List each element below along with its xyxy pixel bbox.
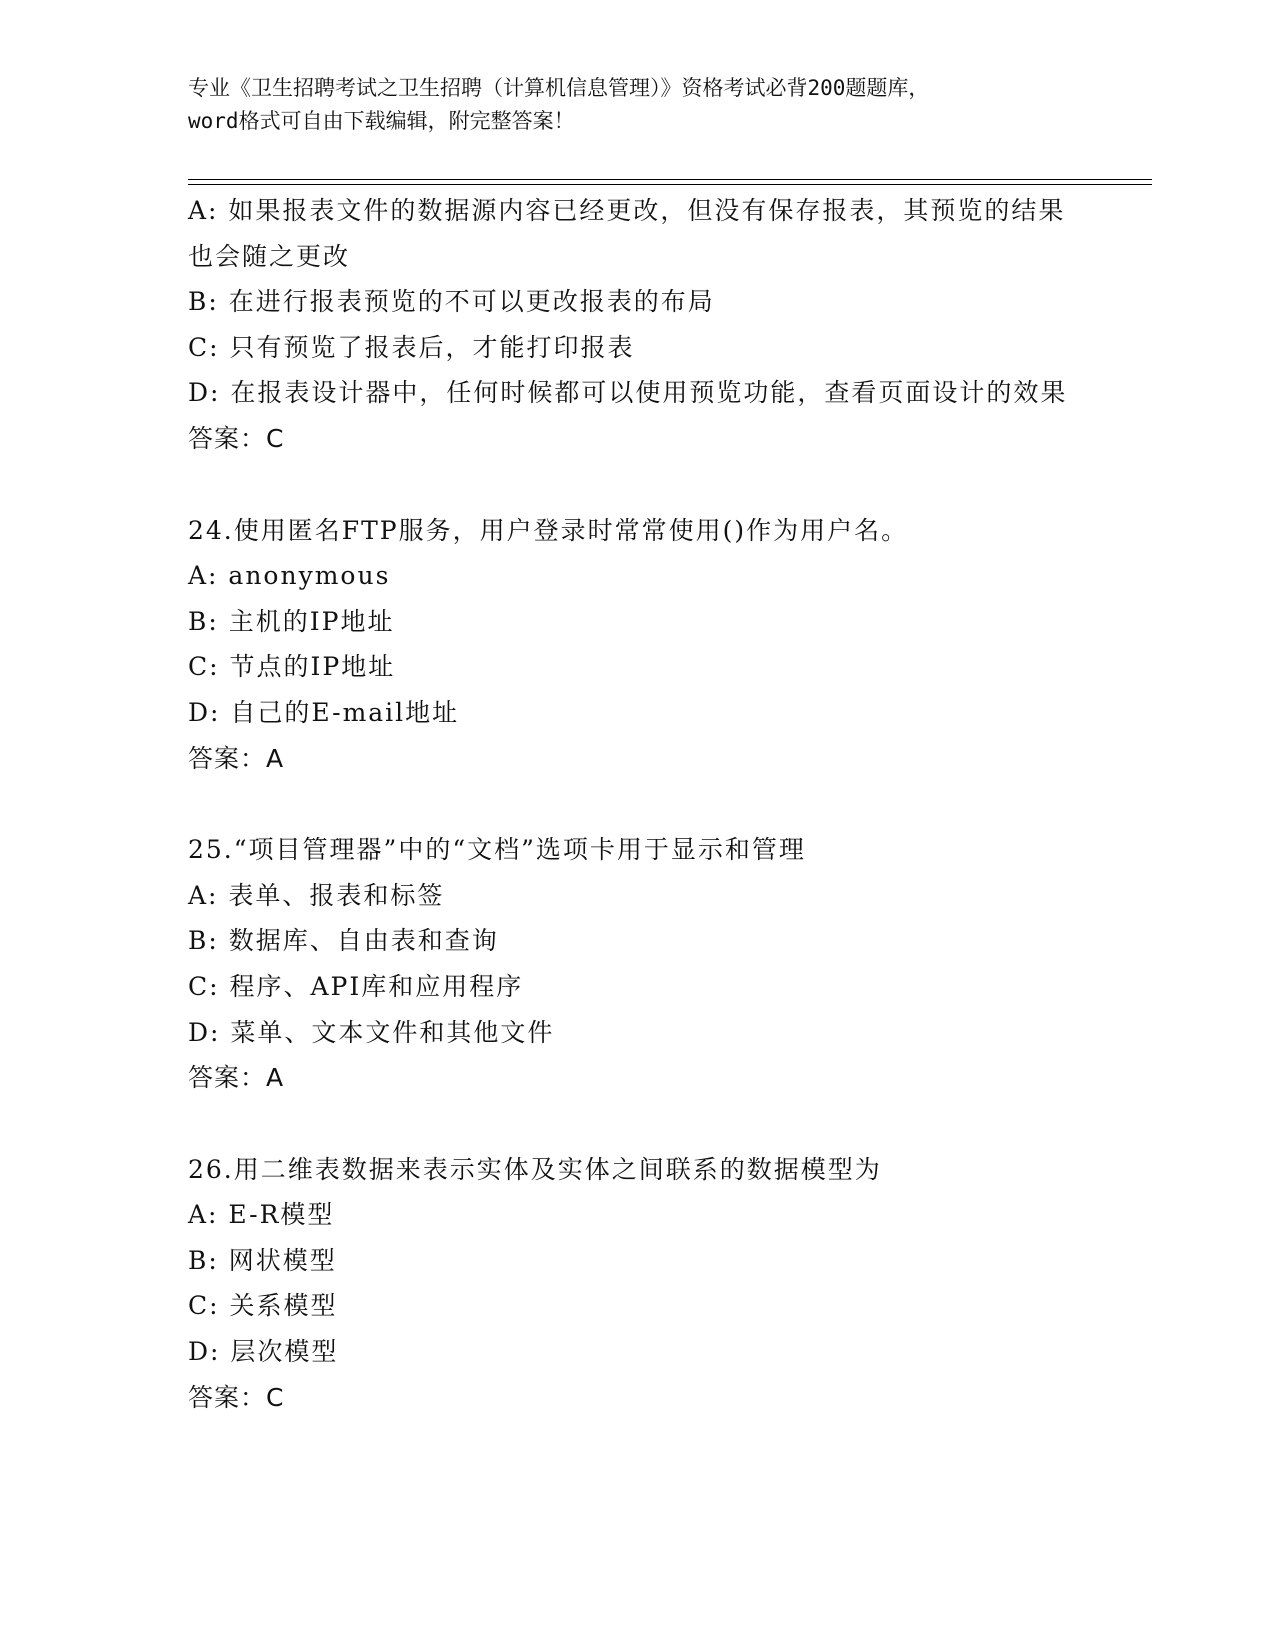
option-d: D: 菜单、文本文件和其他文件 — [188, 1017, 555, 1047]
option-d: D: 在报表设计器中，任何时候都可以使用预览功能，查看页面设计的效果 — [188, 378, 1068, 408]
option-b: B: 数据库、自由表和查询 — [188, 926, 499, 956]
option-c: C: 程序、API库和应用程序 — [188, 971, 524, 1001]
option-c: C: 只有预览了报表后，才能打印报表 — [188, 332, 635, 362]
option-b: B: 网状模型 — [188, 1245, 337, 1275]
option-d: D: 自己的E-mail地址 — [188, 697, 460, 727]
answer: 答案：A — [188, 1063, 285, 1093]
header-line-2: word格式可自由下载编辑，附完整答案！ — [188, 109, 575, 133]
header-line-1: 专业《卫生招聘考试之卫生招聘（计算机信息管理）》资格考试必背200题题库， — [188, 76, 930, 100]
spacer — [188, 781, 1088, 827]
answer: 答案：C — [188, 1382, 285, 1412]
header-divider-bottom — [188, 184, 1152, 185]
question-23-continued — [188, 188, 1088, 462]
option-a: A: 如果报表文件的数据源内容已经更改，但没有保存报表，其预览的结果也会随之更改 — [188, 196, 1066, 271]
question-stem: 26.用二维表数据来表示实体及实体之间联系的数据模型为 — [188, 1154, 882, 1184]
question-stem: 24.使用匿名FTP服务，用户登录时常常使用()作为用户名。 — [188, 515, 909, 545]
answer: 答案：A — [188, 743, 285, 773]
document-header — [188, 72, 1088, 138]
option-c: C: 关系模型 — [188, 1291, 338, 1321]
spacer — [188, 462, 1088, 508]
question-24 — [188, 508, 1088, 782]
option-b: B: 在进行报表预览的不可以更改报表的布局 — [188, 287, 715, 317]
option-d: D: 层次模型 — [188, 1337, 339, 1367]
option-a: A: anonymous — [188, 561, 391, 591]
option-a: A: E-R模型 — [188, 1200, 335, 1230]
spacer — [188, 1101, 1088, 1147]
question-25 — [188, 827, 1088, 1101]
option-c: C: 节点的IP地址 — [188, 652, 396, 682]
option-a: A: 表单、报表和标签 — [188, 880, 445, 910]
question-list — [188, 188, 1088, 1420]
question-stem: 25.“项目管理器”中的“文档”选项卡用于显示和管理 — [188, 835, 806, 865]
option-b: B: 主机的IP地址 — [188, 606, 395, 636]
answer: 答案：C — [188, 423, 285, 453]
header-divider-top — [188, 179, 1152, 180]
question-26 — [188, 1147, 1088, 1421]
